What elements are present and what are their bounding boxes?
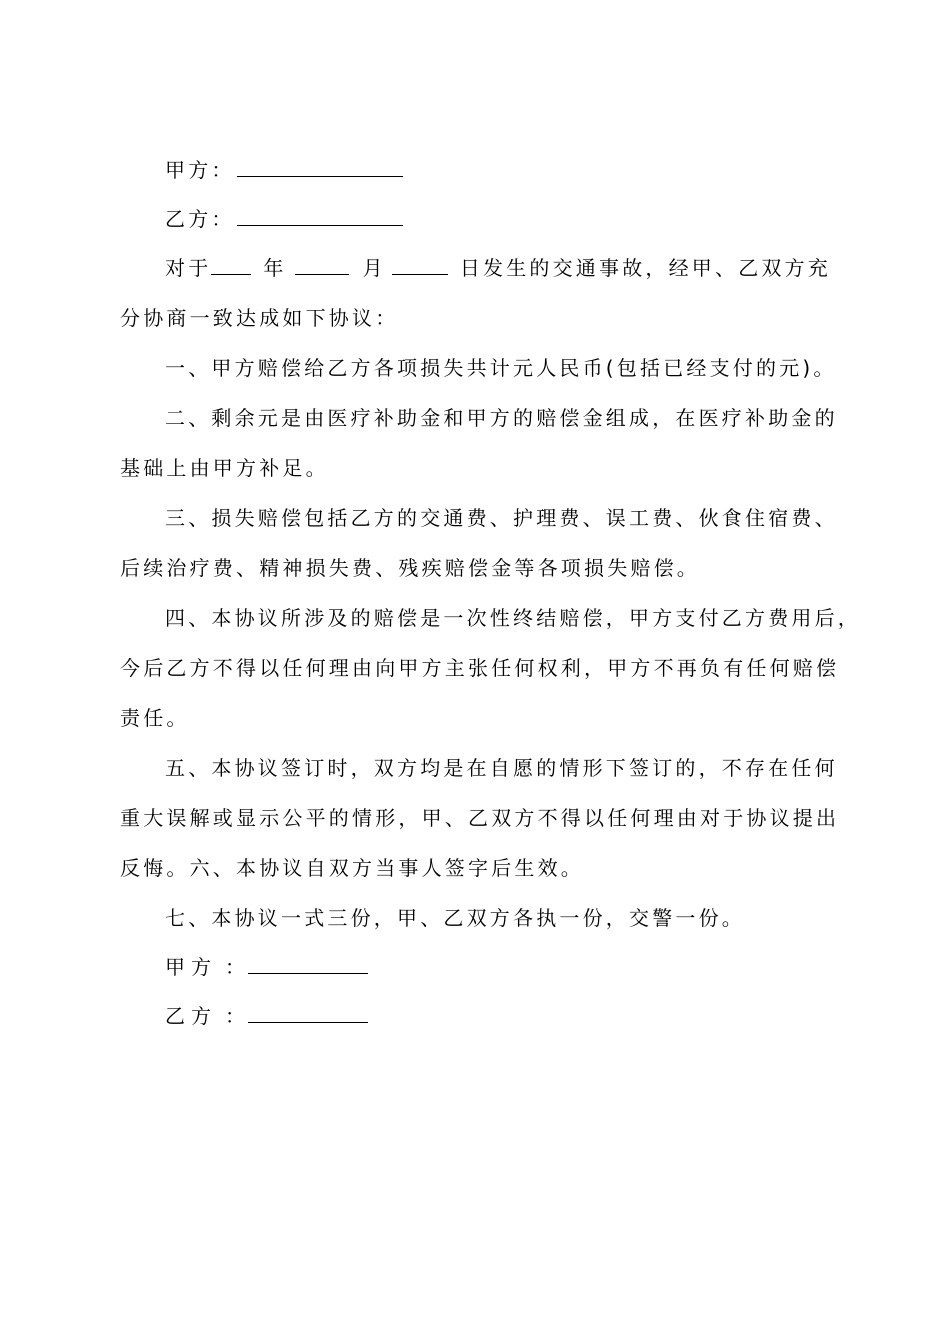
- signature-party-b-label: 乙方: [165, 1004, 217, 1028]
- clause-2-line-1: 二、剩余元是由医疗补助金和甲方的赔偿金组成，在医疗补助金的: [165, 406, 838, 430]
- intro-line-1: [165, 256, 831, 280]
- signature-party-a: [165, 955, 368, 979]
- clause-1: 一、甲方赔偿给乙方各项损失共计元人民币(包括已经支付的元)。: [165, 356, 837, 380]
- header-party-b-label: 乙方：: [165, 207, 235, 231]
- intro-line-2: 分协商一致达成如下协议：: [120, 306, 399, 330]
- intro-month-label: 月: [362, 256, 386, 280]
- clause-3-line-1: 三、损失赔偿包括乙方的交通费、护理费、误工费、伙食住宿费、: [165, 506, 838, 530]
- header-party-b: [165, 207, 403, 231]
- header-party-b-blank[interactable]: [237, 207, 403, 226]
- clause-4-line-3: 责任。: [120, 706, 190, 730]
- clause-5-line-3: 反悔。六、本协议自双方当事人签字后生效。: [120, 856, 584, 880]
- header-party-a-blank[interactable]: [237, 158, 403, 177]
- intro-month-blank[interactable]: [295, 256, 349, 275]
- signature-party-b: [165, 1004, 368, 1028]
- clause-2-line-2: 基础上由甲方补足。: [120, 456, 329, 480]
- clause-5-line-2: 重大误解或显示公平的情形，甲、乙双方不得以任何理由对于协议提出: [120, 806, 840, 830]
- intro-year-blank[interactable]: [211, 256, 251, 275]
- clause-3-line-2: 后续治疗费、精神损失费、残疾赔偿金等各项损失赔偿。: [120, 556, 700, 580]
- intro-prefix: 对于: [165, 256, 212, 280]
- signature-party-b-blank[interactable]: [248, 1004, 368, 1023]
- header-party-a-label: 甲方：: [165, 158, 235, 182]
- clause-4-line-1: 四、本协议所涉及的赔偿是一次性终结赔偿，甲方支付乙方费用后，: [165, 606, 861, 630]
- signature-party-b-colon: ：: [225, 1004, 249, 1028]
- header-party-a: [165, 158, 403, 182]
- signature-party-a-blank[interactable]: [248, 955, 368, 974]
- signature-party-a-label: 甲方: [165, 955, 217, 979]
- clause-5-line-1: 五、本协议签订时，双方均是在自愿的情形下签订的，不存在任何: [165, 756, 838, 780]
- signature-party-a-colon: ：: [225, 955, 249, 979]
- clause-7: 七、本协议一式三份，甲、乙双方各执一份，交警一份。: [165, 906, 745, 930]
- clause-4-line-2: 今后乙方不得以任何理由向甲方主张任何权利，甲方不再负有任何赔偿: [120, 656, 840, 680]
- intro-suffix: 日发生的交通事故，经甲、乙双方充: [459, 256, 832, 280]
- intro-day-blank[interactable]: [392, 256, 448, 275]
- intro-year-label: 年: [263, 256, 287, 280]
